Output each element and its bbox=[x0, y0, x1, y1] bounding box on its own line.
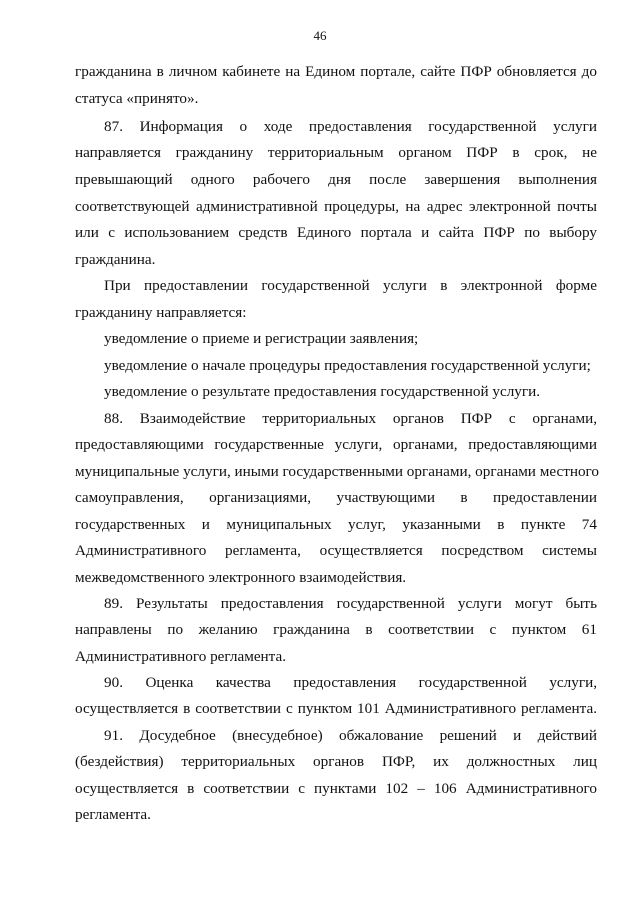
text-line: направлены по желанию гражданина в соответствии с пунктом 61 bbox=[75, 621, 597, 638]
text-line: осуществляется в соответствии с пунктом 101 Административного регламента. bbox=[75, 700, 597, 717]
text-line: 87. Информация о ходе предоставления государственной услуги bbox=[104, 118, 597, 135]
list-item: уведомление о приеме и регистрации заявления; bbox=[104, 330, 419, 347]
text-line: статуса «принято». bbox=[75, 90, 199, 107]
text-line: превышающий одного рабочего дня после завершения выполнения bbox=[75, 171, 597, 188]
text-line: предоставляющими государственные услуги, органами, предоставляющими bbox=[75, 436, 597, 453]
text-line: (бездействия) территориальных органов ПФР, их должностных лиц bbox=[75, 753, 597, 770]
text-line: 88. Взаимодействие территориальных органов ПФР с органами, bbox=[104, 410, 597, 427]
text-line: Административного регламента, осуществляется посредством системы bbox=[75, 542, 597, 559]
text-line: муниципальные услуги, иными государственными органами, органами местного bbox=[75, 463, 599, 480]
text-line: гражданину направляется: bbox=[75, 304, 247, 321]
text-line: регламента. bbox=[75, 806, 151, 823]
text-line: межведомственного электронного взаимодействия. bbox=[75, 569, 407, 586]
text-line: гражданина. bbox=[75, 251, 156, 268]
text-line: направляется гражданину территориальным органом ПФР в срок, не bbox=[75, 144, 597, 161]
text-line: государственных и муниципальных услуг, указанными в пункте 74 bbox=[75, 516, 597, 533]
text-line: или с использованием средств Единого портала и сайта ПФР по выбору bbox=[75, 224, 597, 241]
text-line: При предоставлении государственной услуги в электронной форме bbox=[104, 277, 597, 294]
list-item: уведомление о начале процедуры предоставления государственной услуги; bbox=[104, 357, 591, 374]
text-line: 90. Оценка качества предоставления государственной услуги, bbox=[104, 674, 597, 691]
text-line: 89. Результаты предоставления государственной услуги могут быть bbox=[104, 595, 597, 612]
text-line: Административного регламента. bbox=[75, 648, 287, 665]
text-line: соответствующей административной процедуры, на адрес электронной почты bbox=[75, 198, 597, 215]
list-item: уведомление о результате предоставления государственной услуги. bbox=[104, 383, 541, 400]
text-line: самоуправления, организациями, участвующими в предоставлении bbox=[75, 489, 597, 506]
page-number: 46 bbox=[313, 28, 327, 43]
text-line: осуществляется в соответствии с пунктами 102 – 106 Административного bbox=[75, 780, 597, 797]
text-line: гражданина в личном кабинете на Едином портале, сайте ПФР обновляется до bbox=[75, 63, 597, 80]
text-line: 91. Досудебное (внесудебное) обжалование решений и действий bbox=[104, 727, 597, 744]
